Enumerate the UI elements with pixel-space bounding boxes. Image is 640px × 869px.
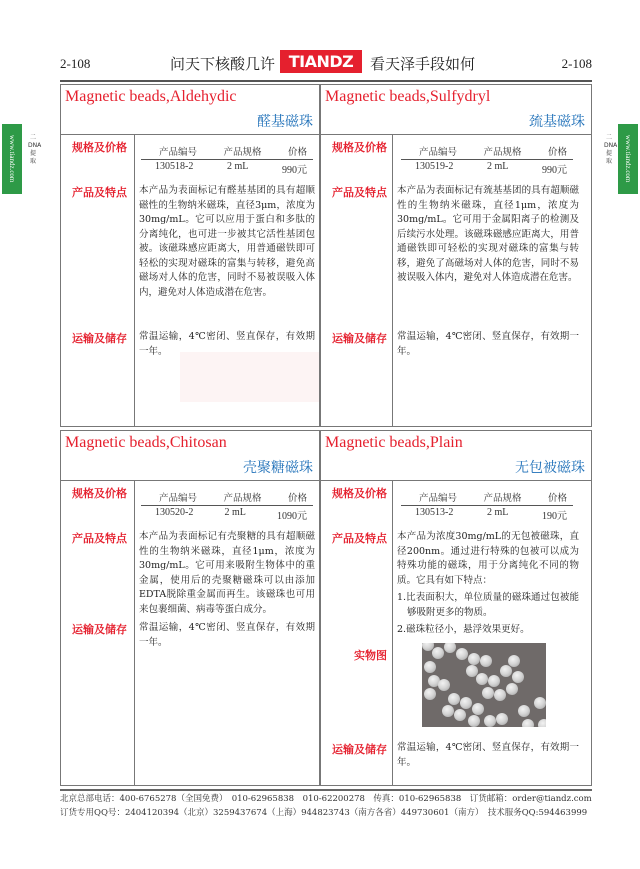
product-card-aldehydic [60,84,320,427]
spec-value-row [141,505,313,522]
footer-qq-line: 订货专用QQ号：2404120394（北京）3259437674（上海）944823743（南方各省）449730601（南方） 技术服务QQ:594463999 [60,808,588,818]
side-section-label-left: 二 DNA 提取 [28,134,42,165]
label-storage: 运输及储存 [72,623,127,636]
bead-particle [468,653,480,665]
bead-particle [506,683,518,695]
spec-table [141,490,313,522]
bead-particle [522,719,534,727]
spec-header-code: 产品编号 [159,147,198,158]
bead-particle [432,647,444,659]
product-storage: 常温运输，4℃密闭、竖直保存，有效期一年。 [139,331,315,357]
product-title-cn: 醛基磁珠 [257,114,313,130]
spec-header-price: 价格 [547,147,567,158]
bead-particle [454,709,466,721]
spec-header-size: 产品规格 [483,147,522,158]
spec-table [401,490,573,522]
spec-size: 2 mL [226,161,249,172]
spec-header-row [401,490,573,505]
product-title-en: Magnetic beads,Sulfydryl [325,88,491,105]
bead-particle [508,655,520,667]
divider [61,134,319,135]
spec-table [141,144,313,176]
spec-price: 190元 [541,511,567,522]
bead-particle [468,715,480,727]
brand-logo: TIANDZ [280,50,362,73]
divider [321,134,591,135]
page-number-right: 2-108 [561,56,592,71]
product-grid-frame [60,80,592,786]
bead-particle [424,688,436,700]
description-text: 本产品为浓度30mg/mL的无包被磁珠，直径200nm。通过进行特殊的包被可以成为特殊功能的磁珠，用于分离纯化不同的物质。它具有如下特点： [397,531,579,586]
spec-value-row [401,505,573,522]
spec-code: 130520-2 [155,507,194,518]
spec-price: 990元 [281,165,307,176]
spec-header-price: 价格 [547,493,567,504]
label-features: 产品及特点 [72,532,127,545]
spec-header-price: 价格 [287,147,307,158]
label-storage: 运输及储存 [332,332,387,345]
page-footer [60,792,592,820]
spec-code: 130513-2 [415,507,454,518]
bead-particle [496,713,508,725]
bead-particle [480,655,492,667]
spec-code: 130518-2 [155,161,194,172]
product-card-chitosan [60,430,320,786]
bead-particle [500,665,512,677]
bead-particle [424,661,436,673]
product-description: 本产品为表面标记有醛基基团的具有超顺磁性的生物纳米磁珠，直径3μm，浓度为30mg/mL。它可以应用于蛋白和多肽的分离纯化，也可进一步被其它活性基团包被。该磁珠感应距离大，用普通磁铁即可轻松的实现对磁珠的富集与转移，避免高磁场对人体的危害，同时不易被误吸入体内，避免对人体造成潜在危害。 [139,185,315,298]
spec-header-code: 产品编号 [159,493,198,504]
divider [392,134,393,426]
page-number-left: 2-108 [60,56,91,71]
bead-particle [488,675,500,687]
spec-value-row [141,159,313,176]
label-spec-price: 规格及价格 [72,141,127,154]
bead-particle [518,705,530,717]
spec-header-size: 产品规格 [223,147,262,158]
page-header [60,50,592,80]
divider [134,134,135,426]
label-spec-price: 规格及价格 [332,487,387,500]
side-section-label-right: 二 DNA 提取 [604,134,618,165]
spec-header-size: 产品规格 [223,493,262,504]
bead-particle [442,705,454,717]
product-title-en: Magnetic beads,Aldehydic [65,88,237,105]
bead-particle [460,697,472,709]
feature-item: 2.磁珠粒径小，悬浮效果更好。 [397,624,530,635]
label-storage: 运输及储存 [72,332,127,345]
product-title-en: Magnetic beads,Plain [325,434,463,451]
label-features: 产品及特点 [332,186,387,199]
bead-particle [438,679,450,691]
spec-price: 990元 [541,165,567,176]
product-title-cn: 无包被磁珠 [515,460,585,476]
bead-particle [484,715,496,727]
divider [321,480,591,481]
bead-particle [448,693,460,705]
label-features: 产品及特点 [332,532,387,545]
slogan-left: 问天下核酸几许 [170,55,276,73]
bead-particle [482,687,494,699]
label-spec-price: 规格及价格 [72,487,127,500]
slogan-right: 看天泽手段如何 [370,55,476,73]
product-title-en: Magnetic beads,Chitosan [65,434,227,451]
spec-value-row [401,159,573,176]
product-title-cn: 巯基磁珠 [529,114,585,130]
product-storage: 常温运输，4℃密闭、竖直保存，有效期一年。 [139,622,315,648]
spec-price: 1090元 [276,511,307,522]
spec-header-row [141,490,313,505]
side-url-tab-right[interactable]: www.tiandz.com [618,124,638,194]
bead-particle [456,648,468,660]
product-storage: 常温运输，4℃密闭、竖直保存，有效期一年。 [397,742,579,768]
bead-particle [512,671,524,683]
bead-particle [494,689,506,701]
bead-particle [444,643,456,653]
spec-header-code: 产品编号 [419,147,458,158]
spec-header-size: 产品规格 [483,493,522,504]
product-description: 本产品为表面标记有巯基基团的具有超顺磁性的生物纳米磁珠，直径1μm，浓度为30mg/mL。它可用于金属阳离子的检测及后续污水处理。该磁珠磁感应距离大，用普通磁铁即可轻松的实现对磁珠的富集与转移，避免了高磁场对人体的危害，同时不易被误吸入体内，避免对人体造成潜在危害。 [397,185,579,283]
spec-size: 2 mL [486,161,509,172]
footer-divider [60,789,592,791]
spec-size: 2 mL [486,507,509,518]
product-description: 本产品为表面标记有壳聚糖的具有超顺磁性的生物纳米磁珠，直径1μm，浓度为30mg/mL。它可用来吸附生物体中的重金属，使用后的壳聚糖磁珠可以由添加EDTA脱除重金属而再生。该磁珠也可用来包裹细菌、病毒等蛋白成分。 [139,531,315,615]
spec-code: 130519-2 [415,161,454,172]
sem-photo-beads [422,643,546,727]
bead-particle [472,703,484,715]
label-storage: 运输及储存 [332,743,387,756]
product-card-plain [320,430,592,786]
label-spec-price: 规格及价格 [332,141,387,154]
bead-particle [534,697,546,709]
spec-table [401,144,573,176]
spec-header-code: 产品编号 [419,493,458,504]
footer-contact-line: 北京总部电话：400-6765278（全国免费） 010-62965838 010-62200278 传真：010-62965838 订货邮箱：order@tiandz.com [60,794,592,804]
label-features: 产品及特点 [72,186,127,199]
bead-particle [476,673,488,685]
divider [61,480,319,481]
product-description [397,530,579,641]
product-title-cn: 壳聚糖磁珠 [243,460,313,476]
spec-header-row [401,144,573,159]
divider [134,480,135,785]
bead-particle [538,719,546,727]
spec-header-price: 价格 [287,493,307,504]
label-photo: 实物图 [354,649,387,662]
spec-header-row [141,144,313,159]
divider [392,480,393,785]
product-card-sulfydryl [320,84,592,427]
spec-size: 2 mL [224,507,246,518]
product-storage: 常温运输，4℃密闭、竖直保存，有效期一年。 [397,331,579,357]
side-url-tab-left[interactable]: www.tiandz.com [2,124,22,194]
feature-item: 1.比表面积大，单位质量的磁珠通过包被能够吸附更多的物质。 [397,592,579,618]
